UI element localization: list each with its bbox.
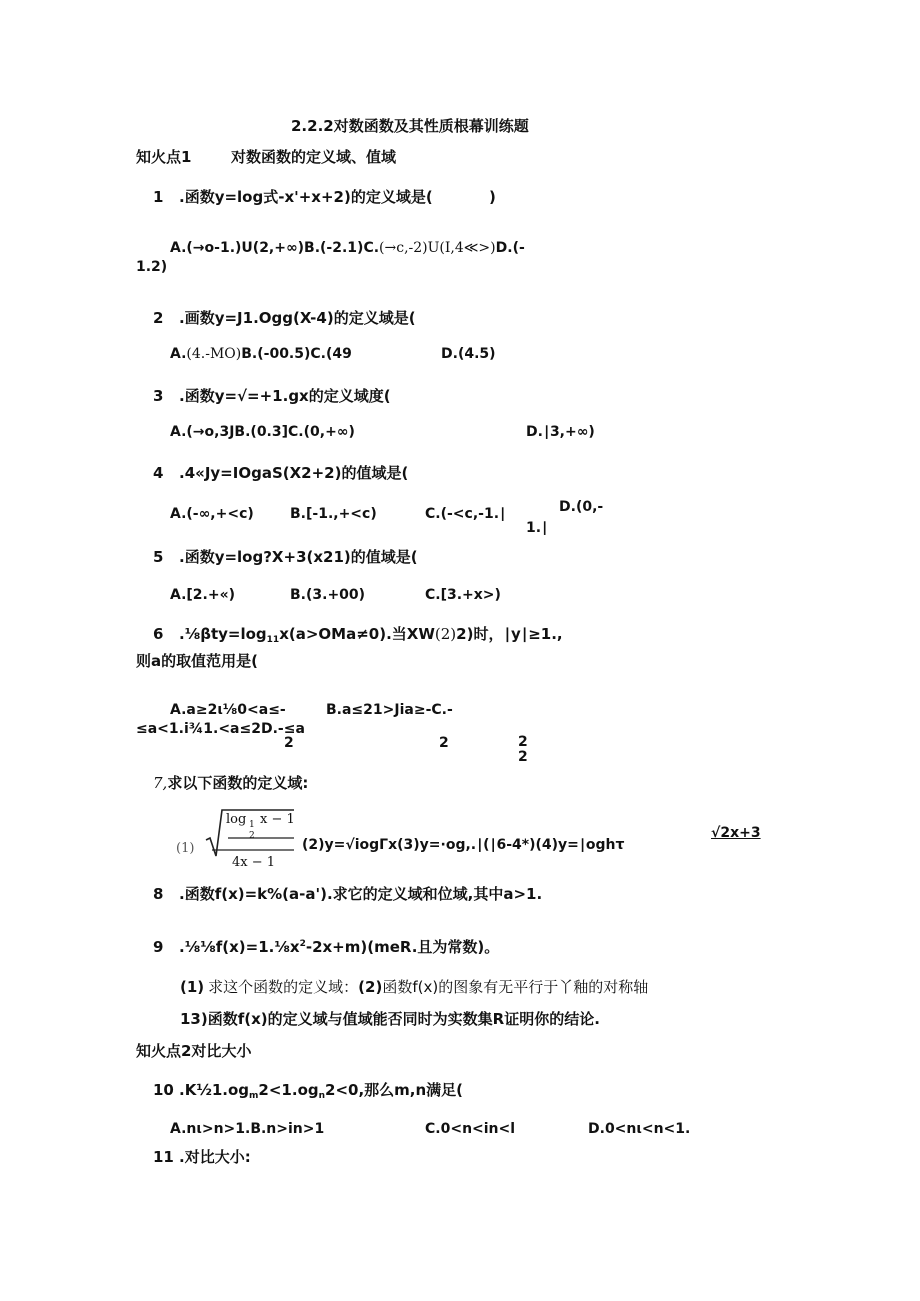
question-number: 5: [153, 548, 164, 566]
option-a: A.: [170, 346, 187, 362]
question-stem: .函数y=√=+1.gx的定义域度(: [179, 387, 391, 405]
question-4-option-c: C.(-<c,-1.∣: [425, 506, 507, 522]
question-1-close: ): [489, 188, 496, 206]
log-base: 11: [266, 635, 280, 645]
question-5: [153, 550, 418, 565]
question-stem: .⅛⅛f(x)=1.⅛x: [179, 938, 300, 956]
question-stem: .函数y=log式-x'+x+2)的定义域是(: [179, 188, 433, 206]
options-bc: B.(-00.5)C.(49: [241, 346, 352, 362]
question-6: [153, 627, 563, 645]
question-stem-post: 2<0,那么m,n满足(: [325, 1081, 464, 1099]
question-number: 3: [153, 387, 164, 405]
question-5-option-c: C.[3.+x>): [425, 587, 501, 603]
question-4-option-d: D.(0,-: [559, 499, 604, 515]
page-title: 2.2.2对数函数及其性质根幕训练题: [291, 117, 529, 135]
question-number: 9: [153, 938, 164, 956]
question-5-option-a: A.[2.+«): [170, 587, 236, 603]
question-stem-post: 2)时，∣y∣≥1.,: [456, 625, 563, 643]
question-9: [153, 940, 499, 955]
option-d: D.(-: [495, 240, 525, 256]
exponent: 2: [299, 939, 306, 949]
section-1-label: 知火点1: [136, 148, 192, 166]
question-stem: .⅛βty=log: [179, 625, 267, 643]
sub-label: (1): [180, 978, 205, 996]
section-1-topic: 对数函数的定义域、值域: [231, 148, 397, 166]
question-5-option-b: B.(3.+00): [290, 587, 366, 603]
question-7-tail: √2x+3: [711, 825, 761, 841]
formula-1-base: 1: [249, 820, 255, 830]
fraction-denominator: 2: [518, 749, 528, 765]
question-stem-post: -2x+m)(meR.且为常数)。: [305, 938, 500, 956]
question-7-parts: (2)y=√iogΓx(3)y=·og,.∣(∣6-4*)(4)y=∣oghτ: [302, 837, 625, 853]
question-9-sub-3: 13)函数f(x)的定义域与值域能否同时为实数集R证明你的结论.: [180, 1010, 600, 1028]
question-stem-mid: 2<1.og: [258, 1081, 319, 1099]
question-8: [153, 887, 542, 902]
question-stem-mid: x(a>OMa≠0).当XW: [279, 625, 435, 643]
question-stem: .画数y=J1.Ogg(X-4)的定义域是(: [179, 309, 416, 327]
question-2: [153, 311, 416, 326]
formula-1-log: log: [226, 812, 247, 827]
question-4: [153, 466, 408, 481]
question-number: 7,: [153, 774, 168, 792]
question-number: 6: [153, 625, 164, 643]
fraction-denominator: 2: [284, 735, 294, 751]
question-stem: .函数y=log?X+3(x21)的值域是(: [179, 548, 418, 566]
formula-1-base-den: 2: [249, 831, 255, 841]
formula-1: [176, 804, 296, 874]
question-4-option-d-continued: 1.∣: [526, 520, 549, 536]
log-base-m: m: [249, 1091, 259, 1101]
question-number: 1: [153, 188, 164, 206]
question-2-option-d: D.(4.5): [441, 346, 496, 362]
question-number: 11: [153, 1148, 174, 1166]
question-number: 8: [153, 885, 164, 903]
formula-1-denominator: 4x − 1: [232, 855, 276, 870]
question-4-option-b: B.[-1.,+<c): [290, 506, 377, 522]
question-9-sub-1: [180, 980, 648, 995]
question-11: [153, 1150, 251, 1165]
formula-1-label: (1): [176, 841, 195, 856]
formula-1-argument: x − 1: [260, 812, 295, 827]
question-4-option-a: A.(-∞,+<c): [170, 506, 254, 522]
question-number: 2: [153, 309, 164, 327]
question-number: 4: [153, 464, 164, 482]
sub-text: 函数f(x)的图象有无平行于丫釉的对称轴: [382, 978, 649, 996]
option-a-value: (4.-MO): [186, 346, 242, 362]
question-6-line-2: 则a的取值范用是(: [136, 652, 258, 670]
options-ab: A.(→o-1.)U(2,+∞)B.(-2.1)C.: [170, 240, 380, 256]
question-10-option-d: D.0<nι<n<1.: [588, 1121, 691, 1137]
sub-text: 求这个函数的定义域：: [208, 978, 359, 996]
question-1-options-continued: 1.2): [136, 259, 168, 275]
question-10-option-c: C.0<n<in<l: [425, 1121, 516, 1137]
question-6-options-a: A.a≥2ι⅛0<a≤-: [170, 702, 286, 718]
question-6-options-line-2: ≤a<1.i¾1.<a≤2D.-≤a: [136, 721, 305, 737]
question-1: [153, 190, 433, 205]
sub-label: (2): [358, 978, 383, 996]
fraction-denominator: 2: [439, 735, 449, 751]
question-stem: .函数f(x)=k%(a-a').求它的定义域和位域,其中a>1.: [179, 885, 543, 903]
log-base-n: n: [318, 1091, 326, 1101]
question-2-options: [170, 347, 352, 361]
question-7: [153, 776, 308, 791]
question-1-options: [170, 241, 525, 255]
question-6-options-b: B.a≤21>Jia≥-C.-: [326, 702, 453, 718]
question-3-options: A.(→o,3JB.(0.3]C.(0,+∞): [170, 424, 355, 440]
section-2-label: 知火点2对比大小: [136, 1042, 252, 1060]
question-stem-paren: (2): [434, 625, 457, 643]
question-stem: 求以下函数的定义域:: [167, 774, 309, 792]
question-10: [153, 1083, 463, 1101]
option-c-value: (→c,-2)U(I,4≪>): [379, 240, 496, 256]
question-10-options-ab: A.nι>n>1.B.n>in>1: [170, 1121, 325, 1137]
question-3: [153, 389, 391, 404]
question-stem: .对比大小:: [179, 1148, 251, 1166]
question-stem: .K½1.og: [179, 1081, 250, 1099]
question-3-option-d: D.∣3,+∞): [526, 424, 595, 440]
question-stem: .4«Jy=IOgaS(X2+2)的值域是(: [179, 464, 409, 482]
question-number: 10: [153, 1081, 174, 1099]
fraction-denominator: 2: [518, 734, 528, 750]
